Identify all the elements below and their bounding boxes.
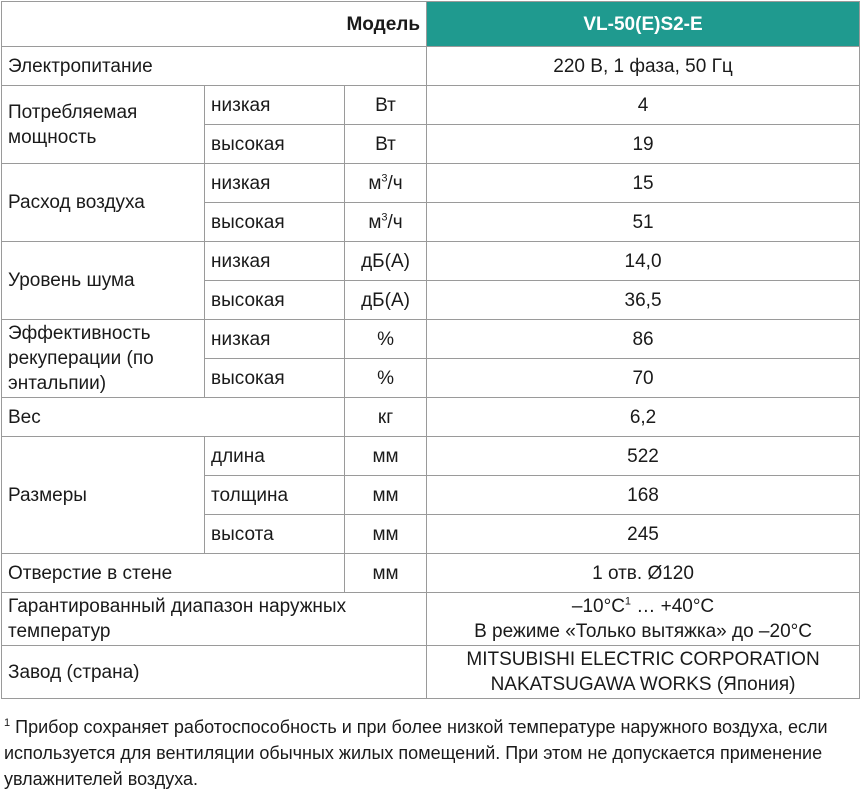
wall-hole-unit: мм — [345, 554, 427, 593]
power-consumption-label: Потребляемая мощность — [2, 86, 205, 164]
dim-thickness-mode: толщина — [205, 476, 345, 515]
temp-range-max: … +40°С — [631, 596, 715, 617]
airflow-high-unit — [345, 203, 427, 242]
header-row — [2, 2, 860, 47]
power-supply-label: Электропитание — [2, 47, 427, 86]
power-high-unit: Вт — [345, 125, 427, 164]
dim-thickness-value: 168 — [427, 476, 860, 515]
unit-tail: /ч — [387, 211, 403, 233]
airflow-low-mode: низкая — [205, 164, 345, 203]
wall-hole-label: Отверстие в стене — [2, 554, 345, 593]
row-temp-range — [2, 593, 860, 646]
noise-low-mode: низкая — [205, 242, 345, 281]
power-supply-value: 220 В, 1 фаза, 50 Гц — [427, 47, 860, 86]
noise-high-mode: высокая — [205, 281, 345, 320]
unit-base: м — [368, 211, 382, 233]
recovery-label: Эффективность рекуперации (по энтальпии) — [2, 320, 205, 398]
dim-length-mode: длина — [205, 437, 345, 476]
footnote-text: Прибор сохраняет работоспособность и при более низкой температуре наружного воздуха, если используется для вентиляции обычных жилых помещений. При этом не допускается применение увлажнителей воздуха. — [4, 717, 828, 789]
factory-line1: MITSUBISHI ELECTRIC CORPORATION — [466, 649, 820, 670]
dim-length-value: 522 — [427, 437, 860, 476]
model-value: VL-50(E)S2-E — [427, 2, 860, 47]
weight-label: Вес — [2, 398, 345, 437]
temp-range-min: –10°С — [571, 596, 625, 617]
row-recovery-low — [2, 320, 860, 359]
model-label: Модель — [2, 2, 427, 47]
dim-height-mode: высота — [205, 515, 345, 554]
footnote-ref: 1 — [624, 595, 632, 608]
row-power-low — [2, 86, 860, 125]
dim-height-unit: мм — [345, 515, 427, 554]
unit-sup: 3 — [381, 172, 388, 185]
row-wall-hole — [2, 554, 860, 593]
airflow-low-unit — [345, 164, 427, 203]
recovery-low-value: 86 — [427, 320, 860, 359]
power-high-value: 19 — [427, 125, 860, 164]
weight-unit: кг — [345, 398, 427, 437]
noise-label: Уровень шума — [2, 242, 205, 320]
noise-high-unit: дБ(А) — [345, 281, 427, 320]
noise-low-value: 14,0 — [427, 242, 860, 281]
wall-hole-value: 1 отв. Ø120 — [427, 554, 860, 593]
recovery-high-mode: высокая — [205, 359, 345, 398]
row-power-supply — [2, 47, 860, 86]
temp-range-line2: В режиме «Только вытяжка» до –20°С — [474, 621, 812, 642]
row-noise-low — [2, 242, 860, 281]
temp-range-line1 — [433, 594, 853, 619]
factory-line2: NAKATSUGAWA WORKS (Япония) — [490, 674, 796, 695]
footnote-marker: 1 — [4, 717, 11, 729]
recovery-high-value: 70 — [427, 359, 860, 398]
airflow-high-value: 51 — [427, 203, 860, 242]
factory-label: Завод (страна) — [2, 646, 427, 699]
row-factory — [2, 646, 860, 699]
temp-range-label: Гарантированный диапазон наружных температур — [2, 593, 427, 646]
row-dim-length — [2, 437, 860, 476]
power-high-mode: высокая — [205, 125, 345, 164]
dimensions-label: Размеры — [2, 437, 205, 554]
noise-high-value: 36,5 — [427, 281, 860, 320]
unit-base: м — [368, 172, 382, 194]
air-flow-label: Расход воздуха — [2, 164, 205, 242]
row-weight — [2, 398, 860, 437]
dim-thickness-unit: мм — [345, 476, 427, 515]
recovery-low-unit: % — [345, 320, 427, 359]
power-low-mode: низкая — [205, 86, 345, 125]
recovery-high-unit: % — [345, 359, 427, 398]
dim-length-unit: мм — [345, 437, 427, 476]
weight-value: 6,2 — [427, 398, 860, 437]
footnote — [4, 714, 854, 792]
unit-tail: /ч — [387, 172, 403, 194]
unit-sup: 3 — [381, 211, 388, 224]
airflow-low-value: 15 — [427, 164, 860, 203]
temp-range-value — [427, 593, 860, 646]
airflow-high-mode: высокая — [205, 203, 345, 242]
power-low-unit: Вт — [345, 86, 427, 125]
dim-height-value: 245 — [427, 515, 860, 554]
power-low-value: 4 — [427, 86, 860, 125]
row-airflow-low — [2, 164, 860, 203]
factory-value — [427, 646, 860, 699]
recovery-low-mode: низкая — [205, 320, 345, 359]
spec-table — [1, 1, 860, 699]
noise-low-unit: дБ(А) — [345, 242, 427, 281]
